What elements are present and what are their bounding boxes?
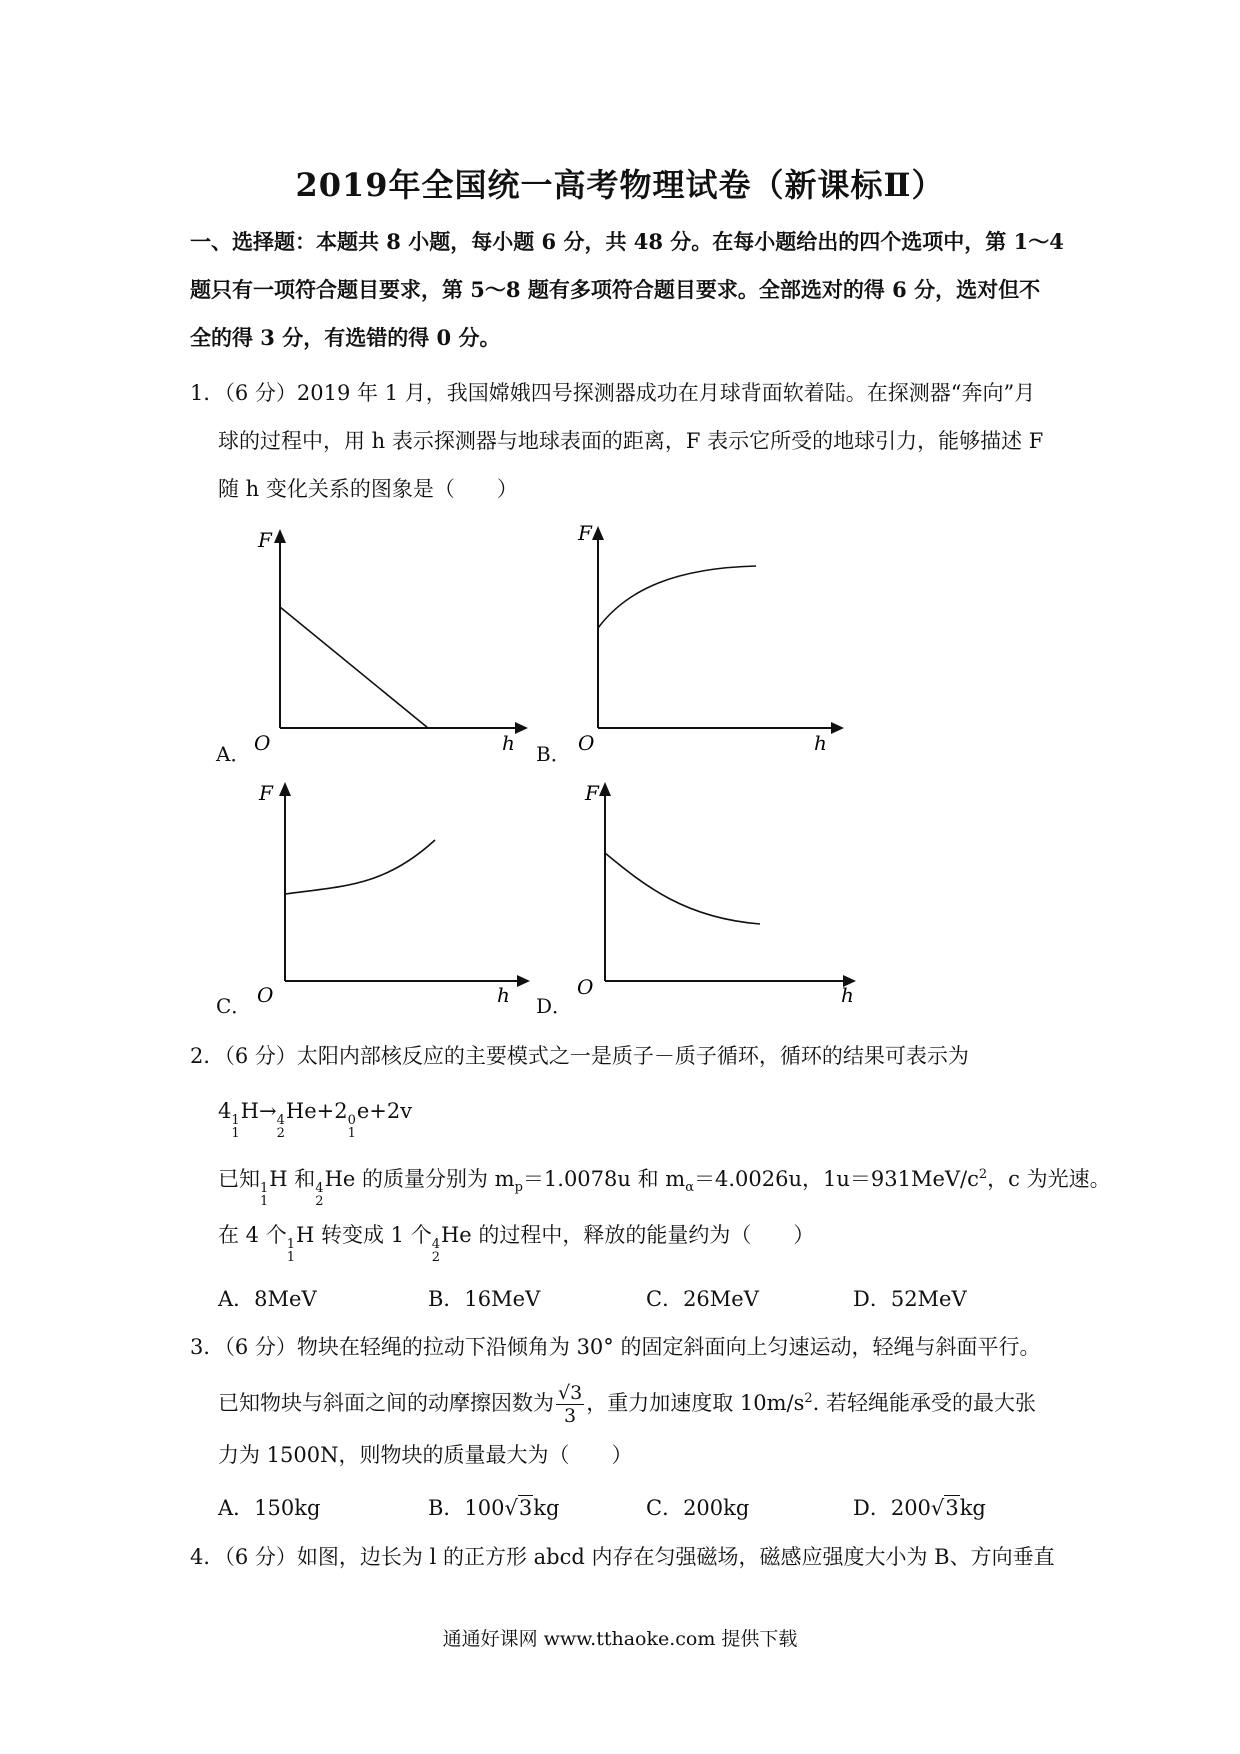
q1-line-1: 1．（6 分）2019 年 1 月，我国嫦娥四号探测器成功在月球背面软着陆。在探测器“奔向”月	[190, 381, 1036, 405]
q2-question: 在 4 个 1 1 H 转变成 1 个 4 2 He 的过程中，释放的能量约为（ ）	[218, 1223, 815, 1265]
graph-d	[575, 776, 865, 1006]
q2-option-d: D．52MeV	[853, 1287, 967, 1311]
q4-line-1: 4．（6 分）如图，边长为 l 的正方形 abcd 内存在匀强磁场，磁感应强度大小为 B、方向垂直	[190, 1545, 1055, 1569]
graph-a-y-label: F	[258, 528, 272, 552]
graph-a-origin: O	[254, 731, 271, 755]
graph-c-origin: O	[257, 983, 274, 1006]
q2-option-b: B．16MeV	[428, 1287, 541, 1311]
graph-b-y-label: F	[578, 521, 592, 545]
graph-d-origin: O	[577, 975, 594, 999]
section-instructions-line-3: 全的得 3 分，有选错的得 0 分。	[190, 325, 501, 350]
graph-c	[255, 776, 535, 1006]
page-title: 2019年全国统一高考物理试卷（新课标Ⅱ）	[295, 166, 945, 204]
graph-a-x-label: h	[502, 731, 515, 755]
graph-b-origin: O	[578, 731, 595, 754]
q3-line-1: 3．（6 分）物块在轻绳的拉动下沿倾角为 30° 的固定斜面向上匀速运动，轻绳与斜面平行。	[190, 1335, 1041, 1359]
q1-line-3: 随 h 变化关系的图象是（ ）	[218, 477, 518, 501]
q3-option-b: B．100√3kg	[428, 1496, 560, 1520]
q3-line-3: 力为 1500N，则物块的质量最大为（ ）	[218, 1443, 633, 1467]
q1-line-2: 球的过程中，用 h 表示探测器与地球表面的距离，F 表示它所受的地球引力，能够描述 F	[218, 429, 1044, 453]
option-a-label: A．	[216, 742, 251, 766]
graph-b	[568, 518, 848, 754]
q2-reaction-equation: 4 1 1 H→ 4 2 He+2 0 1 e+2v	[218, 1099, 413, 1141]
section-instructions-line-1: 一、选择题：本题共 8 小题，每小题 6 分，共 48 分。在每小题给出的四个选项中，第 1～4	[190, 229, 1064, 254]
option-b-label: B．	[536, 742, 571, 766]
section-instructions-line-2: 题只有一项符合题目要求，第 5～8 题有多项符合题目要求。全部选对的得 6 分，选对但不	[190, 277, 1041, 302]
q2-line-1: 2．（6 分）太阳内部核反应的主要模式之一是质子－质子循环，循环的结果可表示为	[190, 1044, 969, 1068]
q3-line-2: 已知物块与斜面之间的动摩擦因数为 $\frac{√3}{3}$ ，重力加速度取 $10m/s^2$. 若轻绳能承受的最大张	[218, 1382, 1037, 1427]
graph-d-x-label: h	[841, 983, 854, 1006]
graph-c-y-label: F	[259, 781, 273, 805]
q3-option-c: C．200kg	[646, 1496, 750, 1520]
q3-option-a: A．150kg	[218, 1496, 321, 1520]
graph-a	[250, 525, 530, 755]
q2-known-masses: 已知 1 1 H 和 4 2 He 的质量分别为 $m_p=1.0078u$ 和 $m_\alpha=4.0026u$，$1u=931MeV/c^2$，c 为光速。	[218, 1167, 1111, 1209]
q2-option-c: C．26MeV	[646, 1287, 759, 1311]
q3-option-d: D．200√3kg	[853, 1496, 986, 1520]
graph-c-x-label: h	[497, 983, 510, 1006]
q3-friction-fraction: $\frac{√3}{3}$	[558, 1382, 583, 1427]
option-c-label: C．	[216, 994, 252, 1018]
option-d-label: D．	[536, 994, 573, 1018]
page-footer: 通通好课网 www.tthaoke.com 提供下载	[442, 1628, 798, 1650]
graph-d-y-label: F	[585, 781, 599, 805]
q2-option-a: A．8MeV	[218, 1287, 317, 1311]
graph-b-x-label: h	[814, 731, 827, 754]
